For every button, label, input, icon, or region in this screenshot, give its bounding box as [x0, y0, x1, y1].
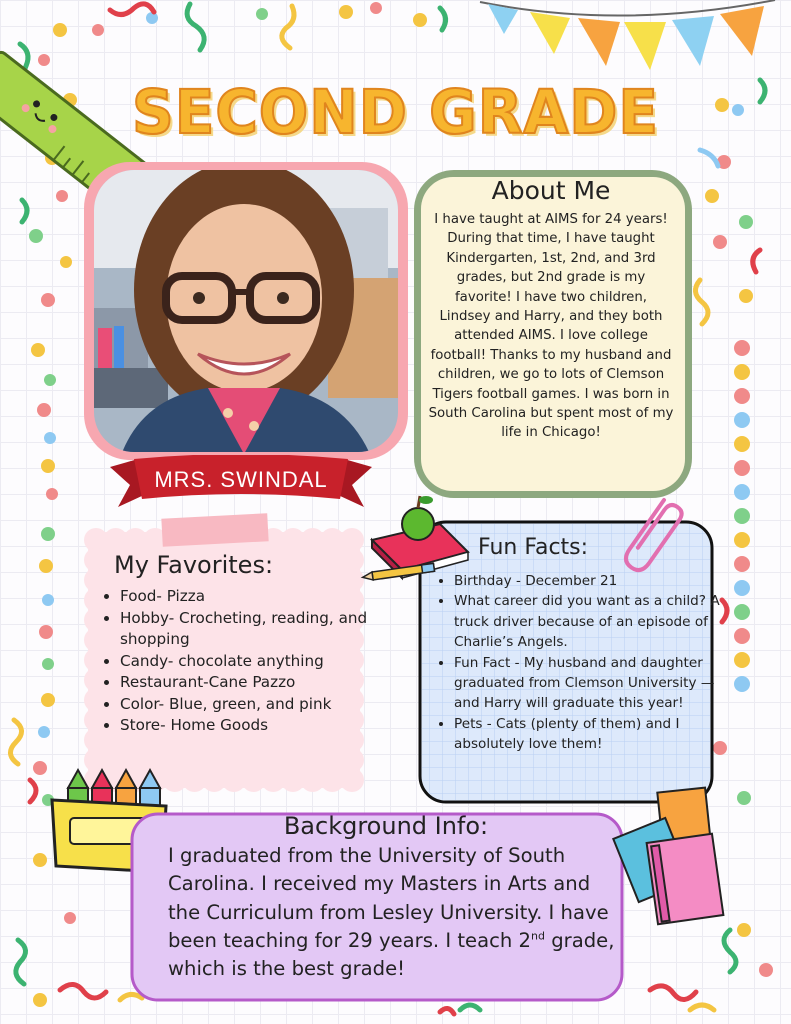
favorites-list [100, 586, 380, 737]
list-item: • Candy- chocolate anything [120, 651, 380, 673]
about-text: I have taught at AIMS for 24 years! During that time, I have taught Kindergarten, 1st, 2nd, and 3rd grades, but 2nd grade is my favorite! I have two children, Lindsey and Harry, and they both attended AIMS. I love college football! Thanks to my husband and children, we go to lots of Clemson Tigers football games. I was born in South Carolina but spent most of my life in Chicago! [428, 212, 674, 441]
name-banner [110, 455, 372, 515]
about-heading: About Me [491, 176, 611, 205]
favorites-heading: My Favorites: [114, 551, 274, 579]
list-item: • Color- Blue, green, and pink [120, 694, 380, 716]
teacher-name: MRS. SWINDAL [154, 467, 328, 492]
bunting-flags [480, 0, 775, 70]
list-item: • Restaurant-Cane Pazzo [120, 672, 380, 694]
dots-right [705, 98, 773, 977]
background-text: I graduated from the University of South Carolina. I received my Masters in Arts and the Curriculum from Lesley University. I have been teaching for 29 years. I teach 2nd grade, which is the best grade! [168, 844, 615, 981]
list-item: • What career did you want as a child? A truck driver because of an episode of Charlie’s Angels. [454, 591, 734, 652]
background-heading: Background Info: [283, 812, 489, 840]
fun-facts-heading: Fun Facts: [478, 535, 589, 560]
list-item: • Fun Fact - My husband and daughter graduated from Clemson University — and Harry will graduate this year! [454, 653, 734, 714]
list-item: • Hobby- Crocheting, reading, and shopping [120, 608, 380, 651]
list-item: • Birthday - December 21 [454, 571, 734, 591]
list-item: • Food- Pizza [120, 586, 380, 608]
about-box [428, 210, 674, 492]
teacher-photo [78, 158, 414, 464]
stacked-books-decoration [613, 788, 723, 925]
list-item: • Pets - Cats (plenty of them) and I absolutely love them! [454, 714, 734, 755]
page-title: SECOND GRADE [131, 76, 660, 148]
fun-facts-list [432, 571, 734, 755]
list-item: • Store- Home Goods [120, 715, 380, 737]
